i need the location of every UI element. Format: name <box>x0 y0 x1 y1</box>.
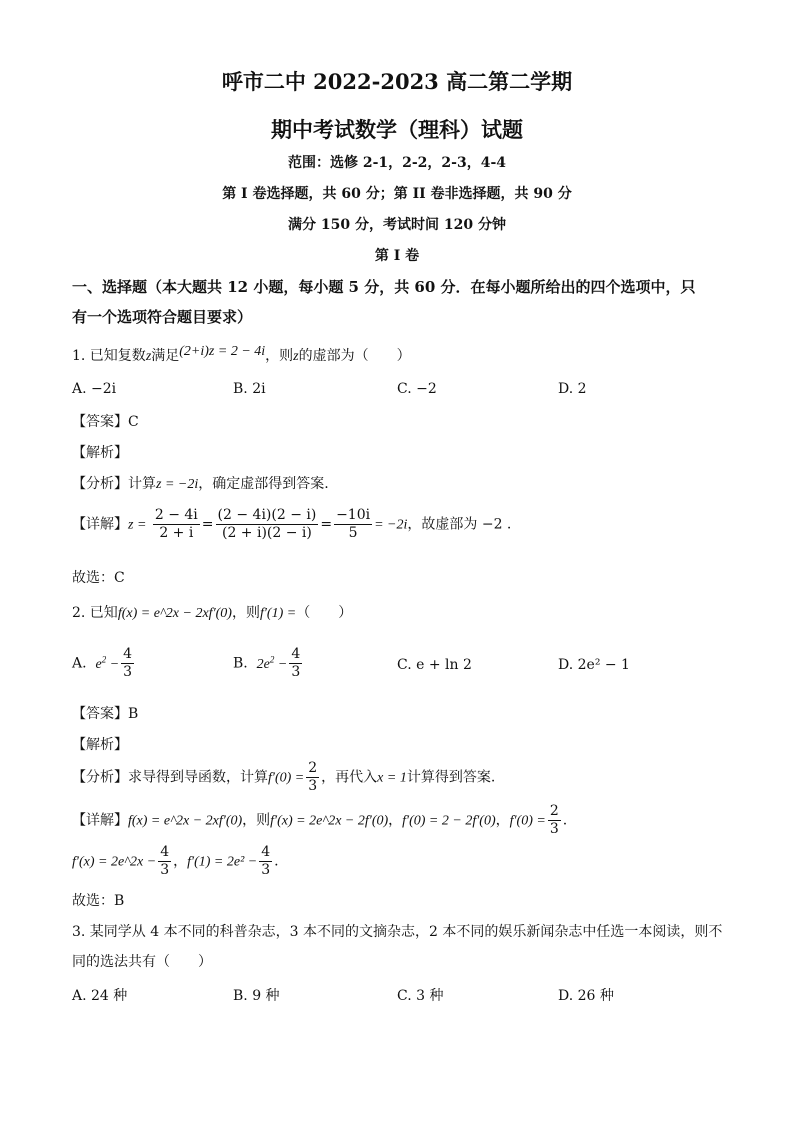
exam-title-line1: 呼市二中 2022-2023 高二第二学期 <box>221 69 573 94</box>
q1-detail: 【详解】z = $\frac{2 - 4i}{2 + i}$ = $\frac{(2 - 4i)(2 - i)}{(2 + i)(2 - i)}$ = $\frac{-10i}{5}$ = −2i，故虚部为 −2 . <box>72 507 512 541</box>
exam-title-line2: 期中考试数学（理科）试题 <box>271 117 523 142</box>
q2-answer: 【答案】B <box>72 706 139 722</box>
q1-fenxi: 【分析】计算z = −2i，确定虚部得到答案. <box>72 476 329 492</box>
q1-fraction-1: $\frac{2 - 4i}{2 + i}$ <box>154 507 198 541</box>
q2-fenxi: 【分析】求导得到导函数，计算f′(0) = $\frac{2}{3}$ ，再代入x = 1计算得到答案. <box>72 760 496 794</box>
q3-stem-b: 同的选法共有（ ） <box>72 954 212 970</box>
q1-option-c: C. −2 <box>397 381 437 397</box>
q2-option-a: A. $e^2$ − $\frac{4}{3}$ <box>72 646 133 680</box>
section1-heading-b: 有一个选项符合题目要求） <box>72 308 253 326</box>
q2-option-b: B. $2e^2$ − $\frac{4}{3}$ <box>233 646 301 680</box>
q3-option-d: D. 26 种 <box>558 988 614 1004</box>
q1-option-b: B. 2i <box>233 381 266 397</box>
q1-analysis-label: 【解析】 <box>72 445 128 461</box>
exam-volumes: 第 I 卷选择题，共 60 分；第 II 卷非选择题，共 90 分 <box>222 186 572 202</box>
section1-heading-a: 一、选择题（本大题共 12 小题，每小题 5 分，共 60 分．在每小题所给出的四个选项中，只 <box>72 278 696 296</box>
q3-option-b: B. 9 种 <box>233 988 280 1004</box>
q2-detail-line1: 【详解】f(x) = e^2x − 2xf′(0)，则f′(x) = 2e^2x − 2f′(0)，f′(0) = 2 − 2f′(0)，f′(0) = $\frac{2}{3}$ . <box>72 803 568 837</box>
q3-stem-a: 3. 某同学从 4 本不同的科普杂志，3 本不同的文摘杂志，2 本不同的娱乐新闻杂志中任选一本阅读，则不 <box>72 924 723 940</box>
q2-detail-line2: f′(x) = 2e^2x − $\frac{4}{3}$ ，f′(1) = 2e² − $\frac{4}{3}$ . <box>72 844 279 878</box>
q2-analysis-label: 【解析】 <box>72 737 128 753</box>
q1-answer: 【答案】C <box>72 414 139 430</box>
q2-conclusion: 故选：B <box>72 893 125 909</box>
q1-stem: 1. 已知复数z满足(2+i)z = 2 − 4i，则z的虚部为（ ） <box>72 344 411 364</box>
q2-option-d: D. 2e² − 1 <box>558 657 630 673</box>
q1-option-a: A. −2i <box>72 381 117 397</box>
q1-option-d: D. 2 <box>558 381 587 397</box>
q1-fraction-2: $\frac{(2 - 4i)(2 - i)}{(2 + i)(2 - i)}$ <box>217 507 317 541</box>
exam-scope: 范围：选修 2-1，2-2，2-3，4-4 <box>287 155 507 171</box>
q2-stem: 2. 已知f(x) = e^2x − 2xf′(0)，则f′(1) =（ ） <box>72 605 353 621</box>
volume-1-label: 第 I 卷 <box>374 248 420 264</box>
q3-option-a: A. 24 种 <box>72 988 128 1004</box>
exam-score-time: 满分 150 分，考试时间 120 分钟 <box>288 217 506 233</box>
q2-option-c: C. e + ln 2 <box>397 657 472 673</box>
q1-fraction-3: $\frac{-10i}{5}$ <box>336 507 371 541</box>
q3-option-c: C. 3 种 <box>397 988 444 1004</box>
q1-conclusion: 故选：C <box>72 570 125 586</box>
